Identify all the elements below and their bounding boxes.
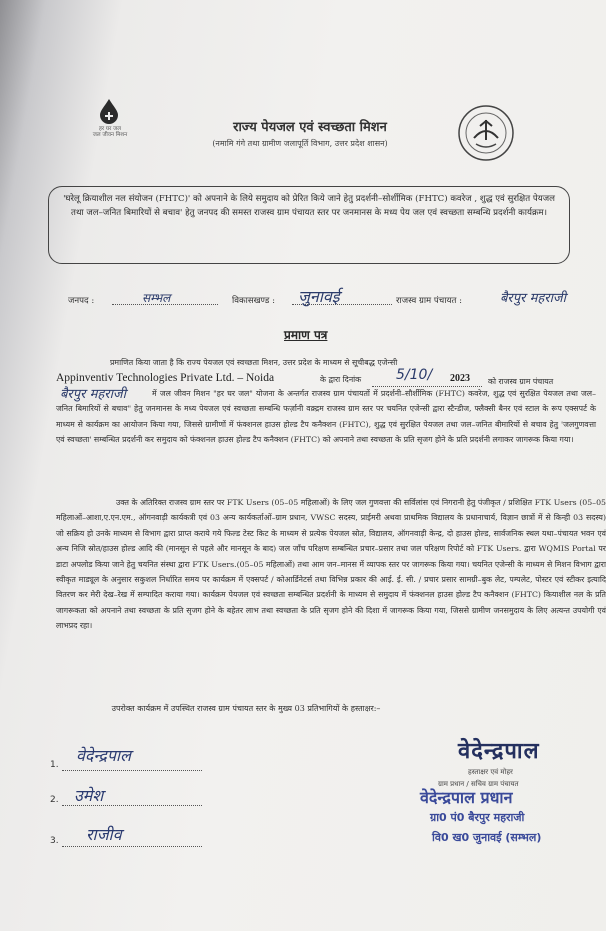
sig-num-3: 3. <box>50 836 59 846</box>
sig-num-2: 2. <box>50 795 59 805</box>
para1-panchayat: बैरपुर महराजी <box>60 387 126 402</box>
certificate-title: प्रमाण पत्र <box>284 328 328 342</box>
header-title: राज्य पेयजल एवं स्वच्छता मिशन <box>233 120 387 135</box>
date-label: के द्वारा दिनांक <box>320 375 362 384</box>
up-emblem-icon <box>456 104 516 162</box>
after-date: को राजस्व ग्राम पंचायत <box>488 377 554 386</box>
panchayat-label: राजस्व ग्राम पंचायत : <box>396 296 462 306</box>
district-value: सम्भल <box>142 291 171 305</box>
water-drop-logo-icon <box>98 98 120 124</box>
stamp-line2: ग्रा0 पं0 बैरपुर महराजी <box>430 811 525 824</box>
block-label: विकासखण्ड : <box>232 296 275 306</box>
header-subtitle: (नमामि गंगे तथा ग्रामीण जलापूर्ति विभाग, उत्तर प्रदेश शासन) <box>212 139 388 148</box>
signature-2: उमेश <box>74 786 104 805</box>
signature-1: वेदेन्द्रपाल <box>76 746 131 765</box>
stamp-line3: वि0 ख0 जुनावई (सम्भल) <box>432 831 542 844</box>
logo-caption: हर घर जल जल जीवन मिशन <box>92 126 128 138</box>
sign-caption: हस्ताक्षर एवं मोहर <box>468 768 513 776</box>
sig-num-1: 1. <box>50 760 59 770</box>
para1-body: में जल जीवन मिशन "हर घर जल" योजना के अन्तर्गत राजस्व ग्राम पंचायतों में प्रदर्शनी–सौर्शीमिक (FHTC) कवरेज, शुद्ध एवं सुरक्षित पेयजल तथा जल–जनित बिमारियों से बचाव" हेतु जनमानस के मध्य पेयजल एवं स्वच्छता सम्बन्धि फर्ज़ानी वक्र्द्रम राजस्व ग्राम स्तर पर चयनित एजेन्सी द्वारा स्टैन्डीज, फ्लैक्सी बैनर एवं स्टाल के रूप एक्सपर्ट के माध्यम से कार्यक्रम का आयोजन किया गया, जिससे ग्रामीणों में फंक्शनल हाउस होल्ड टैप कनैक्शन (FHTC), शुद्ध एवं सुरक्षित पेयजल तथा जल–जनित बीमारियों से बचाव हेतु 'जलगुणवत्ता एवं स्वच्छता' सम्बन्धित प्रदर्शनी कर समुदाय को फंक्शनल हाउस होल्ड टैप कनैक्शन (FHTC) को अपनाने तथा स्वच्छता के प्रति सृजग होने के प्रति प्रदर्शनी लगाकर जागरूक किया गया। <box>56 389 596 445</box>
signature-3: राजीव <box>86 825 122 844</box>
company-name: Appinventiv Technologies Private Ltd. – Noida <box>56 372 275 384</box>
para2-body: उक्त के अतिरिक्त राजस्व ग्राम स्तर पर FTK Users (05–05 महिलाओं) के लिए जल गुणवत्ता की सर्विलांस एवं निगरानी हेतु पंजीकृत / प्रशिक्षित FTK Users (05–05 महिलाओं–आशा,ए.एन.एम., ऑगनवाड़ी कार्यकत्री एवं 03 अन्य कार्यकर्ताओं–ग्राम प्रधान, VWSC सदस्य, प्राईमरी अथवा प्राथमिक विद्यालय के प्रधानाचार्य, विज्ञान छात्रों में से किन्ही 03 सदस्य) जो सक्रिय हो उनके माध्यम से विभाग द्वारा प्राप्त कराये गये फिल्ड टेस्ट किट के माध्यम से प्रत्येक पेयजल स्रोत, विद्यालय, ऑगनवाड़ी केन्द्र, दो हाउस होल्ड, सार्वजनिक स्थल यथा–पंचायत भवन एवं अन्य निजि स्रोत/हाउस होल्ड आदि की (मानसून से पहले और मानसून के बाद) जल जाँच परिक्षण सम्बन्धित प्रचार–प्रसार तथा जल परिक्षण रिपोर्ट को FTK Users. द्वारा WQMIS Portal पर डाटा अपलोड किया जाने हेतु चयनित संस्था द्वारा FTK Users.(05–05 महिलाओं) तथा आम जन–मानस में व्यापक स्तर पर जागरूक किया गया। चयनित एजेन्सी के माध्यम से मिशन विभाग द्वारा स्वीकृत माड्यूल के अनुसार सकुशल निर्धारित समय पर कार्यक्रम में एक्सपर्ट / कोआर्डिनेटर्स तथा विभिन्न प्रकार की आई. ई. सी. / प्रचार प्रसार सामग्री–बुक लेट, पम्पलेट, पोस्टर एवं स्टीकर इत्यादि वितरण कर मेरी देख–रेख में सम्पादित कराया गया। कार्यक्रम पेयजल एवं स्वच्छता सम्बन्धित प्रदर्शनी के माध्यम से समुदाय में फंक्शनल हाउस होल्ड टैप कनैक्शन (FHTC) कियाशील नल के प्रति जागरूकता को अपनाने तथा स्वच्छता के प्रति सृजग होने के बहेतर लाभ तथा स्वच्छता के प्रति सृजग होने की दिशा में जागरूक किया गया, जिससे ग्रामीण जनसमुदाय के लिए अत्यन्त उपयोगी एवं लाभप्रद रहा। <box>56 498 606 631</box>
sig-line-1 <box>62 770 202 771</box>
date-year: 2023 <box>450 373 470 384</box>
block-value: जुनावई <box>298 287 340 306</box>
intro-box-text: 'घरेलू क्रियाशील नल संयोजन (FHTC)' को अपनाने के लिये समुदाय को प्रेरित किये जाने हेतु प्रदर्शनी–सोर्शीमिक (FHTC) कवरेज , शुद्ध एवं सुरक्षित पेयजल तथा जल–जनित बिमारियों से बचाव' हेतु जनपद की समस्त राजस्व ग्राम पंचायत स्तर पर जनमानस के मध्य पेय जल एवं स्वच्छता सम्बन्धि प्रदर्शनी कार्यक्रम। <box>63 194 555 218</box>
panchayat-value: बैरपुर महराजी <box>500 291 566 306</box>
signatures-intro: उपरोक्त कार्यक्रम में उपस्थित राजस्व ग्राम पंचायत स्तर के मुख्य 03 प्रतिभागियों के हस्ताक्षर:– <box>111 704 381 713</box>
para1-intro: प्रमाणित किया जाता है कि राज्य पेयजल एवं स्वच्छता मिशन, उत्तर प्रदेश के माध्यम से सूचीबद्ध एजेन्सी <box>110 358 398 367</box>
date-value: 5/10/ <box>396 367 433 383</box>
pradhan-signature: वेदेन्द्रपाल <box>458 739 540 764</box>
stamp-name: वेदेन्द्रपाल प्रधान <box>420 788 513 807</box>
district-label: जनपद : <box>68 296 95 306</box>
pradhan-label: ग्राम प्रधान / सचिव ग्राम पंचायत <box>438 780 519 788</box>
sig-line-3 <box>62 846 202 847</box>
